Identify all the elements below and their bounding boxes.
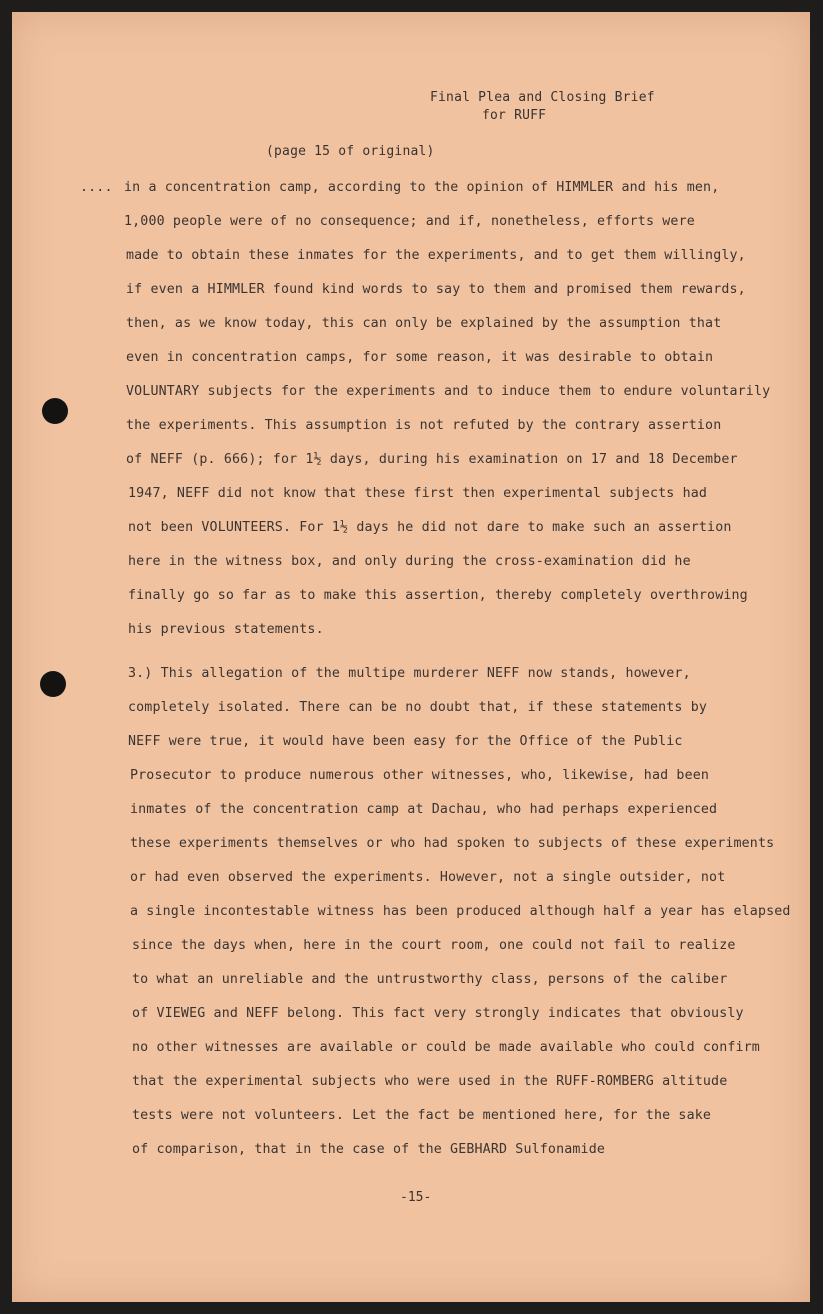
- p2-line-13: that the experimental subjects who were used in the RUFF-ROMBERG altitude: [132, 1074, 728, 1089]
- p1-line-12: here in the witness box, and only during the cross-examination did he: [128, 554, 691, 569]
- p2-line-8: a single incontestable witness has been produced although half a year has elapsed: [130, 904, 791, 919]
- p1-line-8: the experiments. This assumption is not refuted by the contrary assertion: [126, 418, 722, 433]
- page-reference: (page 15 of original): [266, 144, 435, 159]
- p2-line-1: 3.) This allegation of the multipe murderer NEFF now stands, however,: [128, 666, 691, 681]
- p1-line-11: not been VOLUNTEERS. For 1½ days he did not dare to make such an assertion: [128, 520, 732, 535]
- p1-line-6: even in concentration camps, for some reason, it was desirable to obtain: [126, 350, 714, 365]
- p2-line-12: no other witnesses are available or could be made available who could confirm: [132, 1040, 760, 1055]
- p2-line-3: NEFF were true, it would have been easy for the Office of the Public: [128, 734, 683, 749]
- punch-hole-top: [42, 398, 68, 424]
- title-line-2: for RUFF: [482, 108, 547, 123]
- p2-line-10: to what an unreliable and the untrustworthy class, persons of the caliber: [132, 972, 728, 987]
- p1-line-9: of NEFF (p. 666); for 1½ days, during his examination on 17 and 18 December: [126, 452, 738, 467]
- p1-line-7: VOLUNTARY subjects for the experiments and to induce them to endure voluntarily: [126, 384, 771, 399]
- p1-line-3: made to obtain these inmates for the experiments, and to get them willingly,: [126, 248, 746, 263]
- page-number: -15-: [400, 1190, 432, 1205]
- p1-line-10: 1947, NEFF did not know that these first then experimental subjects had: [128, 486, 708, 501]
- p1-line-1: in a concentration camp, according to the opinion of HIMMLER and his men,: [124, 180, 720, 195]
- continuation-marker: ....: [80, 180, 113, 195]
- p2-line-5: inmates of the concentration camp at Dachau, who had perhaps experienced: [130, 802, 718, 817]
- p2-line-15: of comparison, that in the case of the GEBHARD Sulfonamide: [132, 1142, 606, 1157]
- p2-line-11: of VIEWEG and NEFF belong. This fact very strongly indicates that obviously: [132, 1006, 744, 1021]
- p2-line-6: these experiments themselves or who had spoken to subjects of these experiments: [130, 836, 775, 851]
- p2-line-7: or had even observed the experiments. However, not a single outsider, not: [130, 870, 726, 885]
- p2-line-9: since the days when, here in the court room, one could not fail to realize: [132, 938, 736, 953]
- p1-line-5: then, as we know today, this can only be explained by the assumption that: [126, 316, 722, 331]
- p1-line-13: finally go so far as to make this assertion, thereby completely overthrowing: [128, 588, 748, 603]
- p2-line-4: Prosecutor to produce numerous other witnesses, who, likewise, had been: [130, 768, 710, 783]
- p1-line-4: if even a HIMMLER found kind words to say to them and promised them rewards,: [126, 282, 746, 297]
- p1-line-2: 1,000 people were of no consequence; and if, nonetheless, efforts were: [124, 214, 695, 229]
- document-page: [12, 12, 810, 1302]
- p2-line-2: completely isolated. There can be no doubt that, if these statements by: [128, 700, 708, 715]
- title-line-1: Final Plea and Closing Brief: [430, 90, 655, 105]
- punch-hole-bottom: [40, 671, 66, 697]
- p2-line-14: tests were not volunteers. Let the fact be mentioned here, for the sake: [132, 1108, 712, 1123]
- p1-line-14: his previous statements.: [128, 622, 324, 637]
